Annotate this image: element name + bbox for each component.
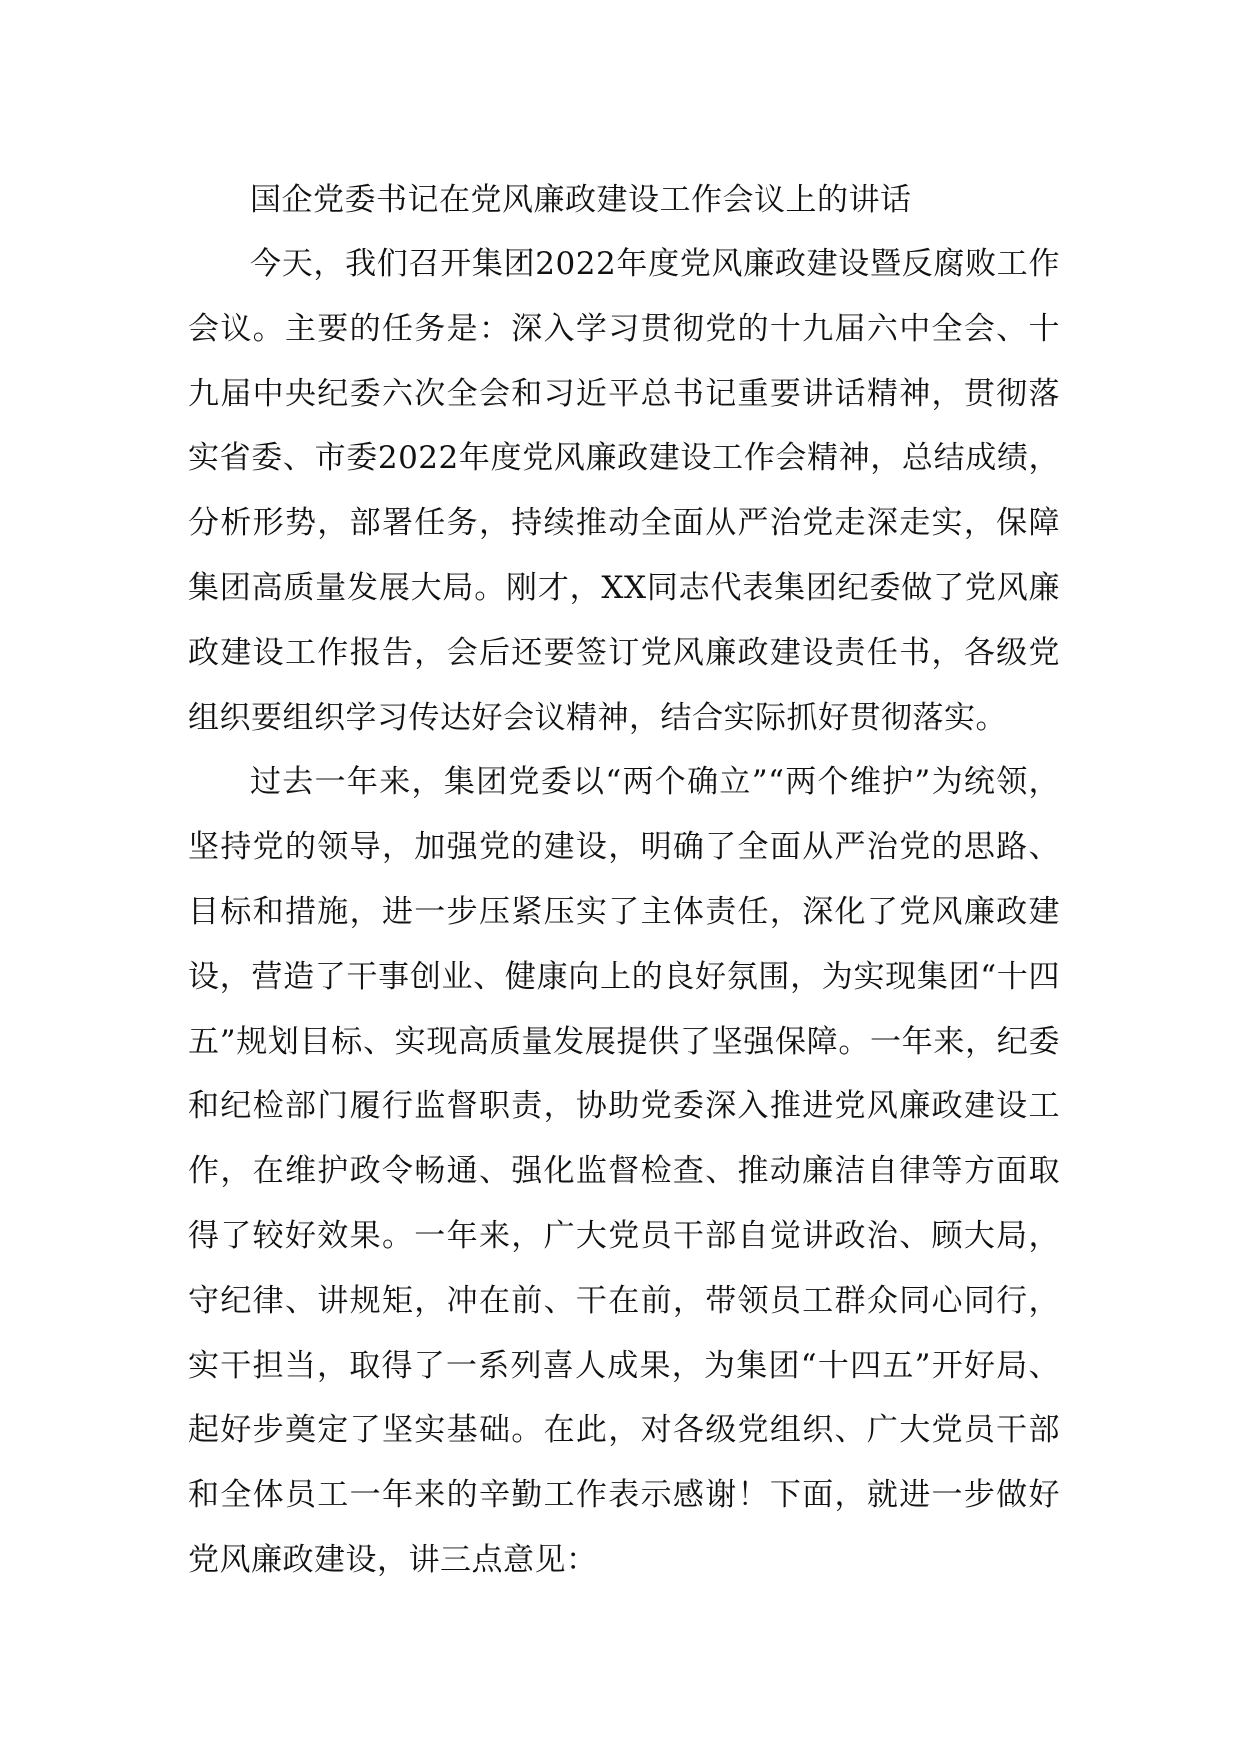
paragraph-2: 过去一年来，集团党委以“两个确立”“两个维护”为统领，坚持党的领导，加强党的建设，明确了全面从严治党的思路、目标和措施，进一步压紧压实了主体责任，深化了党风廉政建设，营造了干事创业、健康向上的良好氛围，为实现集团“十四五”规划目标、实现高质量发展提供了坚强保障。一年来，纪委和纪检部门履行监督职责，协助党委深入推进党风廉政建设工作，在维护政令畅通、强化监督检查、推动廉洁自律等方面取得了较好效果。一年来，广大党员干部自觉讲政治、顾大局，守纪律、讲规矩，冲在前、干在前，带领员工群众同心同行，实干担当，取得了一系列喜人成果，为集团“十四五”开好局、起好步奠定了坚实基础。在此，对各级党组织、广大党员干部和全体员工一年来的辛勤工作表示感谢！下面，就进一步做好党风廉政建设，讲三点意见： xyxy=(188,764,1060,1578)
paragraph-1: 今天，我们召开集团2022年度党风廉政建设暨反腐败工作会议。主要的任务是：深入学习贯彻党的十九届六中全会、十九届中央纪委六次全会和习近平总书记重要讲话精神，贯彻落实省委、市委2022年度党风廉政建设工作会精神，总结成绩，分析形势，部署任务，持续推动全面从严治党走深走实，保障集团高质量发展大局。刚才，XX同志代表集团纪委做了党风廉政建设工作报告，会后还要签订党风廉政建设责任书，各级党组织要组织学习传达好会议精神，结合实际抓好贯彻落实。 xyxy=(188,246,1060,736)
document-page xyxy=(188,168,1060,1593)
document-title: 国企党委书记在党风廉政建设工作会议上的讲话 xyxy=(250,182,912,218)
